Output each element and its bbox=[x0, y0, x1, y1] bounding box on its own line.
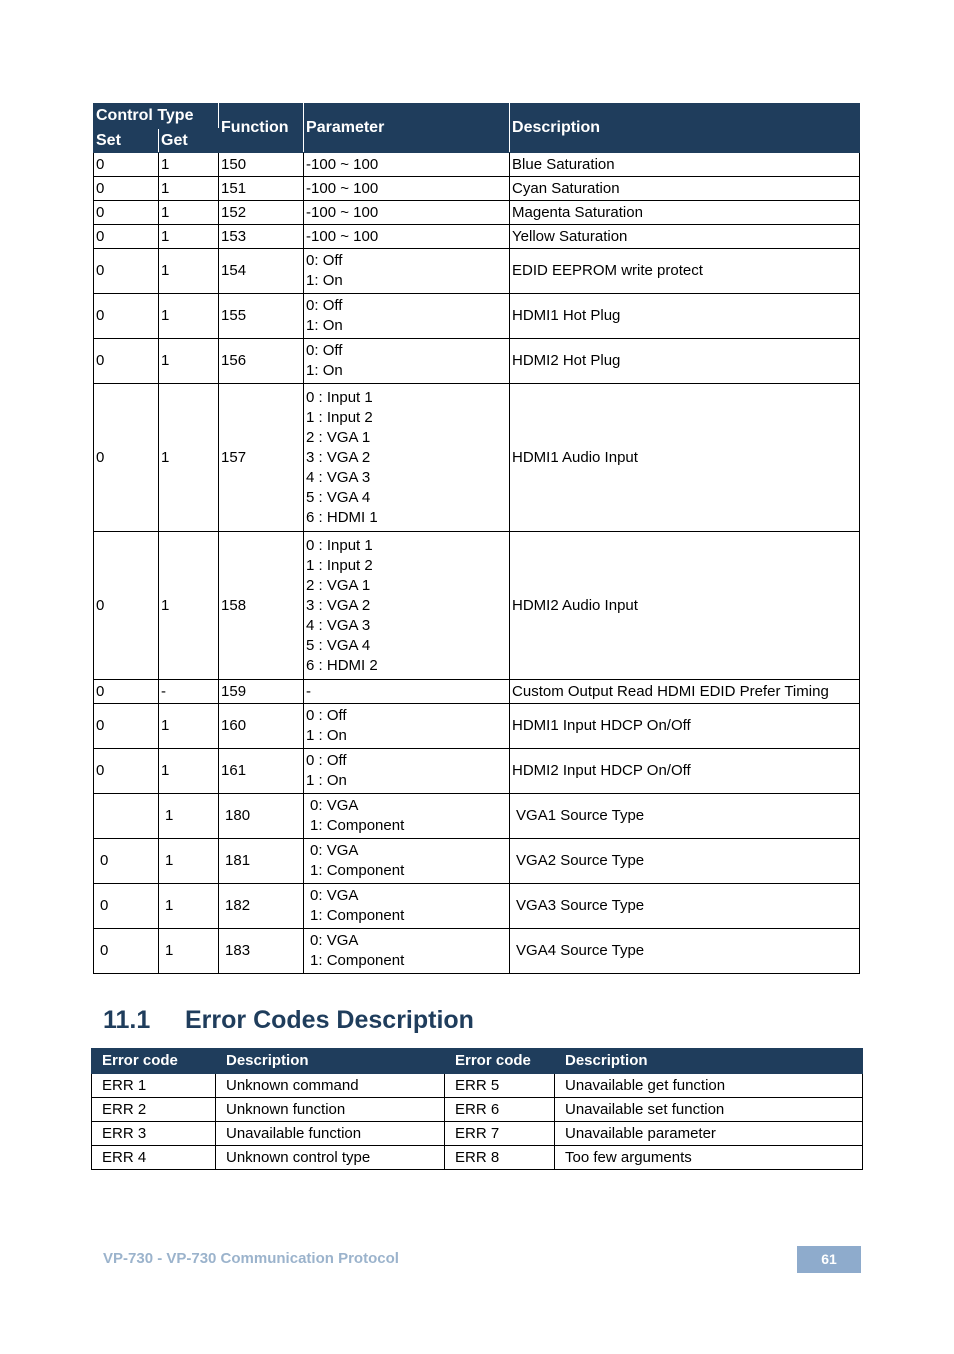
table-row bbox=[92, 1146, 863, 1170]
cell-function: 153 bbox=[219, 225, 304, 249]
header-get: Get bbox=[159, 129, 219, 153]
cell-description: Unavailable parameter bbox=[555, 1122, 863, 1146]
cell-parameter: 0: VGA 1: Component bbox=[304, 884, 510, 929]
cell-set: 0 bbox=[94, 201, 159, 225]
header-error-code: Error code bbox=[445, 1049, 555, 1074]
cell-error-code: ERR 7 bbox=[445, 1122, 555, 1146]
table-row bbox=[94, 884, 860, 929]
header-description: Description bbox=[555, 1049, 863, 1074]
cell-get: 1 bbox=[159, 794, 219, 839]
cell-set: 0 bbox=[94, 249, 159, 294]
cell-function: 155 bbox=[219, 294, 304, 339]
cell-description: VGA1 Source Type bbox=[510, 794, 860, 839]
table-row bbox=[94, 929, 860, 974]
cell-get: 1 bbox=[159, 384, 219, 532]
cell-function: 161 bbox=[219, 749, 304, 794]
section-title: Error Codes Description bbox=[185, 1006, 474, 1034]
header-set: Set bbox=[94, 129, 159, 153]
table-row bbox=[94, 177, 860, 201]
cell-get: - bbox=[159, 680, 219, 704]
cell-description: Cyan Saturation bbox=[510, 177, 860, 201]
cell-get: 1 bbox=[159, 884, 219, 929]
cell-description: HDMI1 Hot Plug bbox=[510, 294, 860, 339]
cell-set: 0 bbox=[94, 839, 159, 884]
cell-set: 0 bbox=[94, 177, 159, 201]
cell-function: 156 bbox=[219, 339, 304, 384]
cell-parameter: 0 : Off 1 : On bbox=[304, 704, 510, 749]
section-number: 11.1 bbox=[103, 1006, 151, 1034]
cell-parameter: -100 ~ 100 bbox=[304, 153, 510, 177]
table-row bbox=[94, 201, 860, 225]
header-description: Description bbox=[216, 1049, 445, 1074]
error-table-header-row bbox=[92, 1049, 863, 1074]
cell-set: 0 bbox=[94, 884, 159, 929]
cell-function: 182 bbox=[219, 884, 304, 929]
cell-get: 1 bbox=[159, 201, 219, 225]
table-row bbox=[94, 294, 860, 339]
cell-description: HDMI2 Hot Plug bbox=[510, 339, 860, 384]
cell-set: 0 bbox=[94, 680, 159, 704]
cell-get: 1 bbox=[159, 249, 219, 294]
cell-parameter: -100 ~ 100 bbox=[304, 225, 510, 249]
cell-description: Magenta Saturation bbox=[510, 201, 860, 225]
cell-description: VGA3 Source Type bbox=[510, 884, 860, 929]
table-row bbox=[94, 249, 860, 294]
cell-description: HDMI1 Audio Input bbox=[510, 384, 860, 532]
table-row bbox=[94, 225, 860, 249]
command-table-body bbox=[94, 153, 860, 974]
cell-description: Blue Saturation bbox=[510, 153, 860, 177]
table-row bbox=[94, 339, 860, 384]
cell-get: 1 bbox=[159, 839, 219, 884]
cell-set: 0 bbox=[94, 749, 159, 794]
footer-document-title: VP-730 - VP-730 Communication Protocol bbox=[103, 1250, 399, 1267]
cell-set: 0 bbox=[94, 929, 159, 974]
cell-set: 0 bbox=[94, 532, 159, 680]
cell-description: HDMI2 Audio Input bbox=[510, 532, 860, 680]
cell-error-code: ERR 5 bbox=[445, 1074, 555, 1098]
cell-description: EDID EEPROM write protect bbox=[510, 249, 860, 294]
table-row bbox=[94, 153, 860, 177]
cell-description: VGA2 Source Type bbox=[510, 839, 860, 884]
cell-set: 0 bbox=[94, 384, 159, 532]
cell-set: 0 bbox=[94, 153, 159, 177]
cell-description: Unknown function bbox=[216, 1098, 445, 1122]
cell-parameter: 0: VGA 1: Component bbox=[304, 929, 510, 974]
header-description: Description bbox=[510, 104, 860, 153]
cell-error-code: ERR 2 bbox=[92, 1098, 216, 1122]
cell-error-code: ERR 8 bbox=[445, 1146, 555, 1170]
cell-error-code: ERR 1 bbox=[92, 1074, 216, 1098]
cell-function: 180 bbox=[219, 794, 304, 839]
cell-set bbox=[94, 794, 159, 839]
table-row bbox=[94, 794, 860, 839]
cell-get: 1 bbox=[159, 153, 219, 177]
cell-get: 1 bbox=[159, 532, 219, 680]
cell-description: Unavailable function bbox=[216, 1122, 445, 1146]
cell-parameter: - bbox=[304, 680, 510, 704]
cell-function: 151 bbox=[219, 177, 304, 201]
table-row bbox=[92, 1122, 863, 1146]
table-row bbox=[94, 532, 860, 680]
cell-parameter: 0: VGA 1: Component bbox=[304, 839, 510, 884]
cell-function: 150 bbox=[219, 153, 304, 177]
table-row bbox=[92, 1074, 863, 1098]
cell-parameter: 0 : Input 1 1 : Input 2 2 : VGA 1 3 : VGA 2 4 : VGA 3 5 : VGA 4 6 : HDMI 1 bbox=[304, 384, 510, 532]
cell-parameter: 0 : Input 1 1 : Input 2 2 : VGA 1 3 : VGA 2 4 : VGA 3 5 : VGA 4 6 : HDMI 2 bbox=[304, 532, 510, 680]
cell-set: 0 bbox=[94, 294, 159, 339]
cell-description: HDMI1 Input HDCP On/Off bbox=[510, 704, 860, 749]
error-codes-table bbox=[91, 1048, 863, 1170]
cell-function: 152 bbox=[219, 201, 304, 225]
cell-function: 154 bbox=[219, 249, 304, 294]
table-row bbox=[94, 384, 860, 532]
cell-parameter: 0: Off 1: On bbox=[304, 249, 510, 294]
cell-description: Custom Output Read HDMI EDID Prefer Timing bbox=[510, 680, 860, 704]
cell-parameter: 0 : Off 1 : On bbox=[304, 749, 510, 794]
cell-description: VGA4 Source Type bbox=[510, 929, 860, 974]
cell-set: 0 bbox=[94, 704, 159, 749]
cell-description: Yellow Saturation bbox=[510, 225, 860, 249]
cell-get: 1 bbox=[159, 177, 219, 201]
cell-function: 157 bbox=[219, 384, 304, 532]
header-error-code: Error code bbox=[92, 1049, 216, 1074]
page-number: 61 bbox=[797, 1246, 861, 1273]
cell-function: 160 bbox=[219, 704, 304, 749]
cell-get: 1 bbox=[159, 294, 219, 339]
table-row bbox=[94, 680, 860, 704]
header-function: Function bbox=[219, 104, 304, 153]
cell-description: Unknown command bbox=[216, 1074, 445, 1098]
cell-description: Too few arguments bbox=[555, 1146, 863, 1170]
header-parameter: Parameter bbox=[304, 104, 510, 153]
cell-error-code: ERR 3 bbox=[92, 1122, 216, 1146]
cell-set: 0 bbox=[94, 339, 159, 384]
cell-function: 183 bbox=[219, 929, 304, 974]
cell-get: 1 bbox=[159, 704, 219, 749]
cell-description: HDMI2 Input HDCP On/Off bbox=[510, 749, 860, 794]
cell-function: 158 bbox=[219, 532, 304, 680]
cell-get: 1 bbox=[159, 749, 219, 794]
command-table bbox=[93, 103, 860, 974]
table-row bbox=[94, 839, 860, 884]
header-control-type: Control Type bbox=[94, 104, 219, 129]
cell-parameter: 0: Off 1: On bbox=[304, 294, 510, 339]
cell-get: 1 bbox=[159, 929, 219, 974]
cell-function: 159 bbox=[219, 680, 304, 704]
cell-get: 1 bbox=[159, 339, 219, 384]
cell-error-code: ERR 4 bbox=[92, 1146, 216, 1170]
table-row bbox=[92, 1098, 863, 1122]
cell-function: 181 bbox=[219, 839, 304, 884]
cell-parameter: 0: Off 1: On bbox=[304, 339, 510, 384]
section-heading bbox=[103, 1000, 474, 1040]
table-row bbox=[94, 749, 860, 794]
cell-set: 0 bbox=[94, 225, 159, 249]
cell-parameter: -100 ~ 100 bbox=[304, 201, 510, 225]
cell-parameter: 0: VGA 1: Component bbox=[304, 794, 510, 839]
table-row bbox=[94, 704, 860, 749]
cell-description: Unavailable get function bbox=[555, 1074, 863, 1098]
cell-get: 1 bbox=[159, 225, 219, 249]
cell-error-code: ERR 6 bbox=[445, 1098, 555, 1122]
cell-description: Unavailable set function bbox=[555, 1098, 863, 1122]
cell-parameter: -100 ~ 100 bbox=[304, 177, 510, 201]
cell-description: Unknown control type bbox=[216, 1146, 445, 1170]
